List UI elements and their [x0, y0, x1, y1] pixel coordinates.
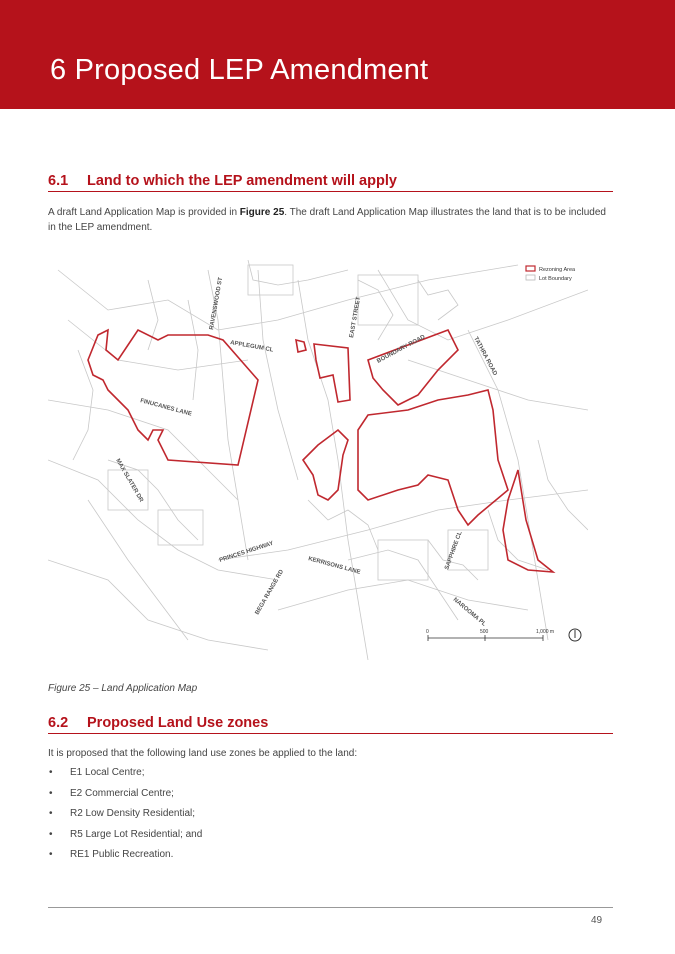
footer-divider	[48, 907, 613, 908]
label-bega-range: BEGA RANGE RD	[254, 569, 286, 616]
label-tathra-road: TATHRA ROAD	[472, 336, 498, 377]
label-narooma: NAROOMA PL	[451, 596, 487, 628]
scale-end: 1,000 m	[536, 629, 555, 635]
section-title: Land to which the LEP amendment will apply	[87, 173, 397, 189]
label-east-street: EAST STREET	[349, 296, 363, 339]
land-application-map	[48, 260, 588, 660]
page-number: 49	[591, 915, 603, 926]
scale-zero: 0	[426, 629, 429, 635]
label-max-slater: MAX SLATER DR	[114, 458, 144, 504]
label-boundary-road: BOUNDARY ROAD	[376, 334, 427, 365]
figure-reference[interactable]: Figure 25	[239, 207, 285, 218]
list-item: • E1 Local Centre;	[48, 767, 202, 788]
legend-lot: Lot Boundary	[539, 276, 572, 282]
scale-mid: 500	[480, 629, 489, 635]
list-item: • E2 Commercial Centre;	[48, 788, 202, 809]
section-heading-6-2	[48, 715, 613, 734]
section-title: Proposed Land Use zones	[87, 715, 269, 731]
label-sapphire: SAPPHIRE CL	[444, 530, 464, 571]
section-number: 6.1	[48, 173, 69, 189]
list-item: • R5 Large Lot Residential; and	[48, 829, 202, 850]
chapter-title: 6 Proposed LEP Amendment	[50, 54, 429, 86]
label-finucanes: FINUCANES LANE	[139, 398, 193, 418]
section-heading-6-1	[48, 173, 613, 192]
label-ravenswood: RAVENSWOOD ST	[209, 276, 225, 331]
chapter-banner	[0, 0, 675, 109]
label-applegum: APPLEGUM CL	[229, 340, 274, 354]
intro-text-start: A draft Land Application Map is provided in	[48, 207, 240, 218]
zones-intro: It is proposed that the following land use zones be applied to the land:	[48, 748, 358, 759]
label-kerrisons: KERRISONS LANE	[307, 556, 361, 576]
legend-rezoning: Rezoning Area	[539, 267, 576, 273]
section-number: 6.2	[48, 715, 69, 731]
land-application-intro	[48, 205, 614, 235]
list-item: • R2 Low Density Residential;	[48, 808, 202, 829]
label-princes-highway: PRINCES HIGHWAY	[218, 540, 275, 564]
land-use-zone-list	[48, 767, 202, 870]
intro-text-end: . The draft Land Application Map illustrates the land that is to be included in the LEP amendment.	[48, 207, 606, 233]
list-item: • RE1 Public Recreation.	[48, 849, 202, 870]
figure-caption: Figure 25 – Land Application Map	[48, 683, 198, 694]
